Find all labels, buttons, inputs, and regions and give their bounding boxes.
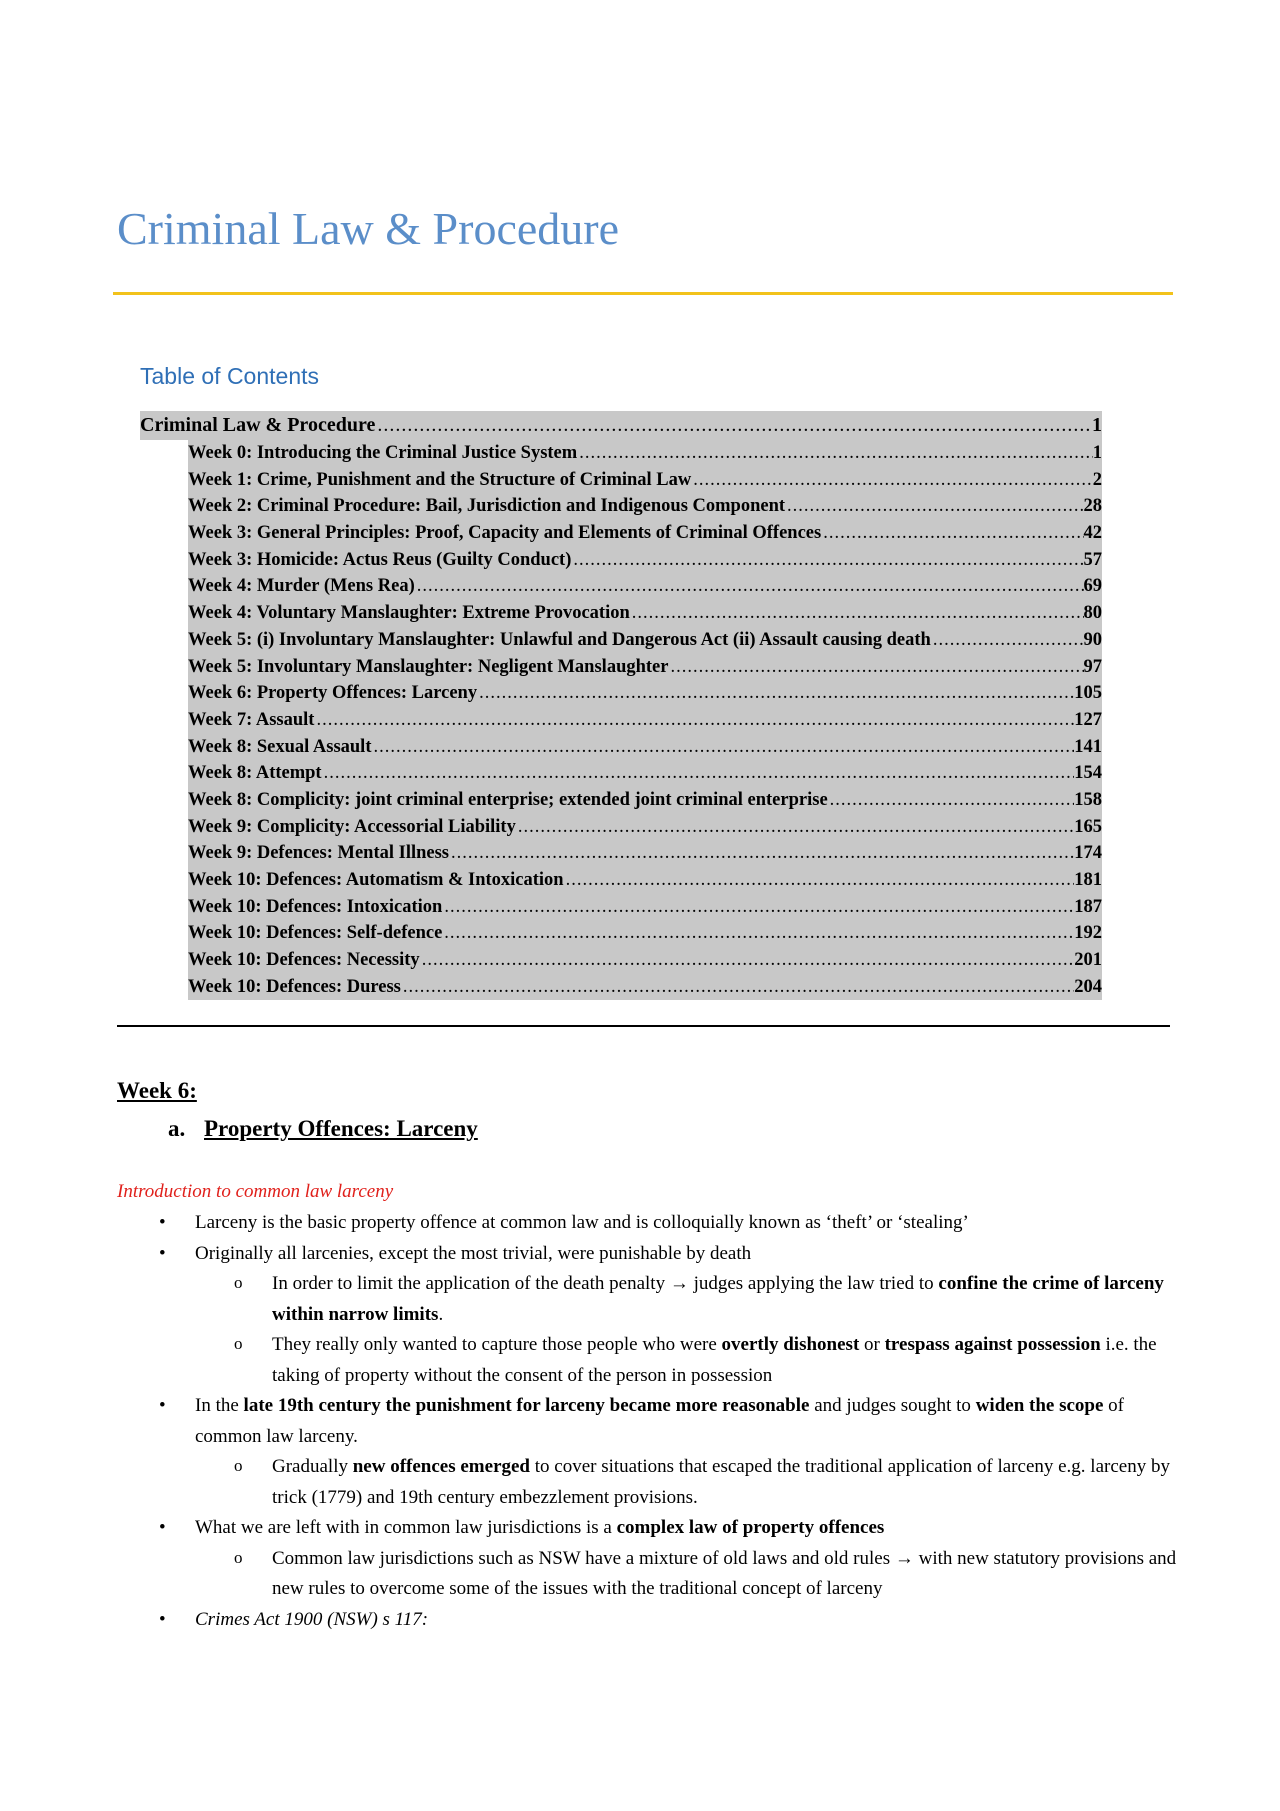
toc-entry-label: Week 0: Introducing the Criminal Justice System bbox=[188, 443, 578, 463]
toc-dot-leader bbox=[375, 411, 1092, 440]
notes-body bbox=[117, 1208, 1177, 1635]
text-run: Larceny is the basic property offence at common law and is colloquially known as ‘theft’ or ‘stealing’ bbox=[195, 1212, 969, 1233]
toc-entry[interactable] bbox=[188, 520, 1102, 547]
bullet-item bbox=[117, 1239, 1177, 1270]
bold-text: trespass against possession bbox=[884, 1334, 1101, 1355]
toc-page-number: 97 bbox=[1083, 656, 1102, 677]
toc-page-number: 141 bbox=[1074, 736, 1102, 757]
text-run: Gradually bbox=[272, 1456, 353, 1477]
toc-entry[interactable] bbox=[188, 573, 1102, 600]
toc-page-number: 1 bbox=[1092, 443, 1102, 463]
toc-entry-label: Criminal Law & Procedure bbox=[140, 414, 376, 436]
document-title: Criminal Law & Procedure bbox=[117, 203, 620, 254]
toc-page-number: 2 bbox=[1092, 469, 1102, 490]
toc-page-number: 90 bbox=[1083, 629, 1102, 650]
text-run: i.e. the taking of property without the consent of the person in possession bbox=[272, 1334, 1157, 1386]
toc-entry-label: Week 9: Defences: Mental Illness bbox=[188, 843, 450, 864]
text-run: to cover situations that escaped the traditional application of larceny e.g. larceny by trick (1779) and 19th century embezzlement provisions. bbox=[272, 1456, 1170, 1508]
toc-entry-label: Week 5: (i) Involuntary Manslaughter: Unlawful and Dangerous Act (ii) Assault causing death bbox=[188, 629, 931, 650]
toc-page-number: 187 bbox=[1074, 896, 1102, 917]
bold-text: widen the scope bbox=[975, 1395, 1104, 1416]
toc-page-number: 80 bbox=[1083, 603, 1102, 624]
toc-dot-leader bbox=[577, 440, 1093, 467]
toc-entry[interactable] bbox=[188, 814, 1102, 841]
toc-entry-label: Week 1: Crime, Punishment and the Structure of Criminal Law bbox=[188, 469, 692, 490]
toc-dot-leader bbox=[401, 974, 1074, 1001]
toc-entry[interactable] bbox=[188, 760, 1102, 787]
intro-heading: Introduction to common law larceny bbox=[117, 1181, 394, 1202]
toc-page-number: 105 bbox=[1074, 683, 1102, 704]
toc-page-number: 42 bbox=[1083, 523, 1102, 544]
toc-entry-label: Week 5: Involuntary Manslaughter: Negligent Manslaughter bbox=[188, 656, 669, 677]
toc-dot-leader bbox=[828, 787, 1075, 814]
toc-entry[interactable] bbox=[188, 894, 1102, 921]
sub-bullet-item bbox=[117, 1544, 1177, 1605]
toc-page-number: 127 bbox=[1074, 709, 1102, 730]
toc-entry-label: Week 10: Defences: Intoxication bbox=[188, 896, 443, 917]
toc-page-number: 165 bbox=[1074, 816, 1102, 837]
bold-text: confine the crime of larceny within narrow limits bbox=[272, 1273, 1164, 1325]
toc-page-number: 1 bbox=[1092, 414, 1102, 436]
toc-heading: Table of Contents bbox=[140, 363, 320, 389]
toc-entry-label: Week 6: Property Offences: Larceny bbox=[188, 683, 478, 704]
toc-entry[interactable] bbox=[188, 787, 1102, 814]
toc-page-number: 158 bbox=[1074, 789, 1102, 810]
toc-entry[interactable] bbox=[188, 467, 1102, 494]
bullet-item bbox=[117, 1605, 1177, 1636]
toc-dot-leader bbox=[371, 734, 1074, 761]
toc-entry-label: Week 10: Defences: Self-defence bbox=[188, 923, 443, 944]
toc-dot-leader bbox=[785, 493, 1083, 520]
table-of-contents bbox=[140, 411, 1102, 1000]
bullet-item bbox=[117, 1391, 1177, 1452]
toc-dot-leader bbox=[630, 600, 1084, 627]
toc-dot-leader bbox=[415, 573, 1084, 600]
toc-entry[interactable] bbox=[188, 680, 1102, 707]
toc-entry[interactable] bbox=[188, 920, 1102, 947]
toc-dot-leader bbox=[668, 654, 1083, 681]
text-run: What we are left with in common law jurisdictions is a bbox=[195, 1517, 617, 1538]
text-run: or bbox=[859, 1334, 885, 1355]
toc-dot-leader bbox=[477, 680, 1074, 707]
toc-page-number: 154 bbox=[1074, 763, 1102, 784]
toc-entry-label: Week 3: General Principles: Proof, Capacity and Elements of Criminal Offences bbox=[188, 523, 822, 544]
toc-dot-leader bbox=[322, 760, 1075, 787]
toc-entry[interactable] bbox=[188, 440, 1102, 467]
toc-entry-label: Week 8: Complicity: joint criminal enterprise; extended joint criminal enterprise bbox=[188, 789, 828, 810]
toc-entry-label: Week 2: Criminal Procedure: Bail, Jurisdiction and Indigenous Component bbox=[188, 496, 786, 517]
toc-entry[interactable] bbox=[188, 734, 1102, 761]
toc-entry[interactable] bbox=[188, 654, 1102, 681]
text-run: of common law larceny. bbox=[195, 1395, 1124, 1447]
topic-heading bbox=[168, 1116, 478, 1142]
toc-entry-label: Week 7: Assault bbox=[188, 709, 315, 730]
toc-entry-label: Week 4: Murder (Mens Rea) bbox=[188, 576, 415, 597]
toc-dot-leader bbox=[691, 467, 1093, 494]
toc-dot-leader bbox=[931, 627, 1084, 654]
week-heading: Week 6: bbox=[117, 1078, 197, 1103]
toc-entry-label: Week 10: Defences: Automatism & Intoxication bbox=[188, 870, 564, 890]
toc-page-number: 57 bbox=[1083, 549, 1102, 570]
toc-page-number: 181 bbox=[1074, 870, 1102, 890]
sub-bullet-item bbox=[117, 1330, 1177, 1391]
topic-title: Property Offences: Larceny bbox=[204, 1116, 478, 1141]
toc-entry-label: Week 10: Defences: Necessity bbox=[188, 950, 420, 971]
text-run: and judges sought to bbox=[809, 1395, 976, 1416]
bullet-item bbox=[117, 1208, 1177, 1239]
toc-entry[interactable] bbox=[188, 947, 1102, 974]
toc-entry-label: Week 4: Voluntary Manslaughter: Extreme Provocation bbox=[188, 603, 630, 624]
text-run: Originally all larcenies, except the most trivial, were punishable by death bbox=[195, 1242, 752, 1264]
toc-dot-leader bbox=[571, 547, 1083, 574]
toc-entry[interactable] bbox=[188, 974, 1102, 1001]
toc-entry-label: Week 9: Complicity: Accessorial Liability bbox=[188, 816, 516, 837]
toc-entry[interactable] bbox=[188, 867, 1102, 894]
bold-text: late 19th century the punishment for larceny became more reasonable bbox=[243, 1395, 810, 1416]
toc-page-number: 174 bbox=[1074, 843, 1102, 864]
toc-dot-leader bbox=[516, 814, 1074, 841]
toc-dot-leader bbox=[442, 894, 1074, 921]
toc-dot-leader bbox=[449, 840, 1074, 867]
toc-entry[interactable] bbox=[188, 600, 1102, 627]
bold-text: overtly dishonest bbox=[721, 1334, 860, 1355]
text-run: . bbox=[438, 1303, 444, 1325]
toc-entry[interactable] bbox=[188, 627, 1102, 654]
toc-dot-leader bbox=[420, 947, 1075, 974]
toc-page-number: 28 bbox=[1083, 496, 1102, 517]
bold-text: complex law of property offences bbox=[616, 1517, 885, 1538]
text-run: They really only wanted to capture those people who were bbox=[272, 1334, 722, 1355]
text-run: In order to limit the application of the death penalty → judges applying the law tried to bbox=[272, 1273, 939, 1294]
toc-page-number: 201 bbox=[1074, 950, 1102, 971]
toc-entry-label: Week 8: Attempt bbox=[188, 763, 322, 784]
toc-dot-leader bbox=[821, 520, 1083, 547]
sub-bullet-item bbox=[117, 1269, 1177, 1330]
sub-bullet-item bbox=[117, 1452, 1177, 1513]
toc-entry[interactable] bbox=[140, 411, 1102, 440]
toc-entry[interactable] bbox=[188, 840, 1102, 867]
toc-dot-leader bbox=[564, 867, 1075, 894]
toc-dot-leader bbox=[314, 707, 1074, 734]
section-divider bbox=[117, 1025, 1170, 1027]
toc-entry-label: Week 10: Defences: Duress bbox=[188, 976, 401, 997]
toc-entry-label: Week 3: Homicide: Actus Reus (Guilty Conduct) bbox=[188, 549, 572, 570]
text-run: In the bbox=[195, 1395, 244, 1416]
toc-dot-leader bbox=[442, 920, 1074, 947]
italic-text: Crimes Act 1900 (NSW) s 117: bbox=[195, 1608, 429, 1630]
bullet-item bbox=[117, 1513, 1177, 1544]
toc-page-number: 204 bbox=[1074, 976, 1102, 997]
toc-page-number: 192 bbox=[1074, 923, 1102, 944]
text-run: Common law jurisdictions such as NSW have a mixture of old laws and old rules → with new statutory provisions and new rules to overcome some of the issues with the traditional concept of larceny bbox=[272, 1547, 1177, 1599]
toc-entry-label: Week 8: Sexual Assault bbox=[188, 736, 372, 757]
toc-page-number: 69 bbox=[1083, 576, 1102, 597]
title-underline bbox=[113, 292, 1173, 295]
toc-entry[interactable] bbox=[188, 707, 1102, 734]
toc-entry[interactable] bbox=[188, 547, 1102, 574]
toc-entry[interactable] bbox=[188, 493, 1102, 520]
topic-list-marker: a. bbox=[168, 1116, 186, 1141]
bold-text: new offences emerged bbox=[352, 1456, 530, 1477]
